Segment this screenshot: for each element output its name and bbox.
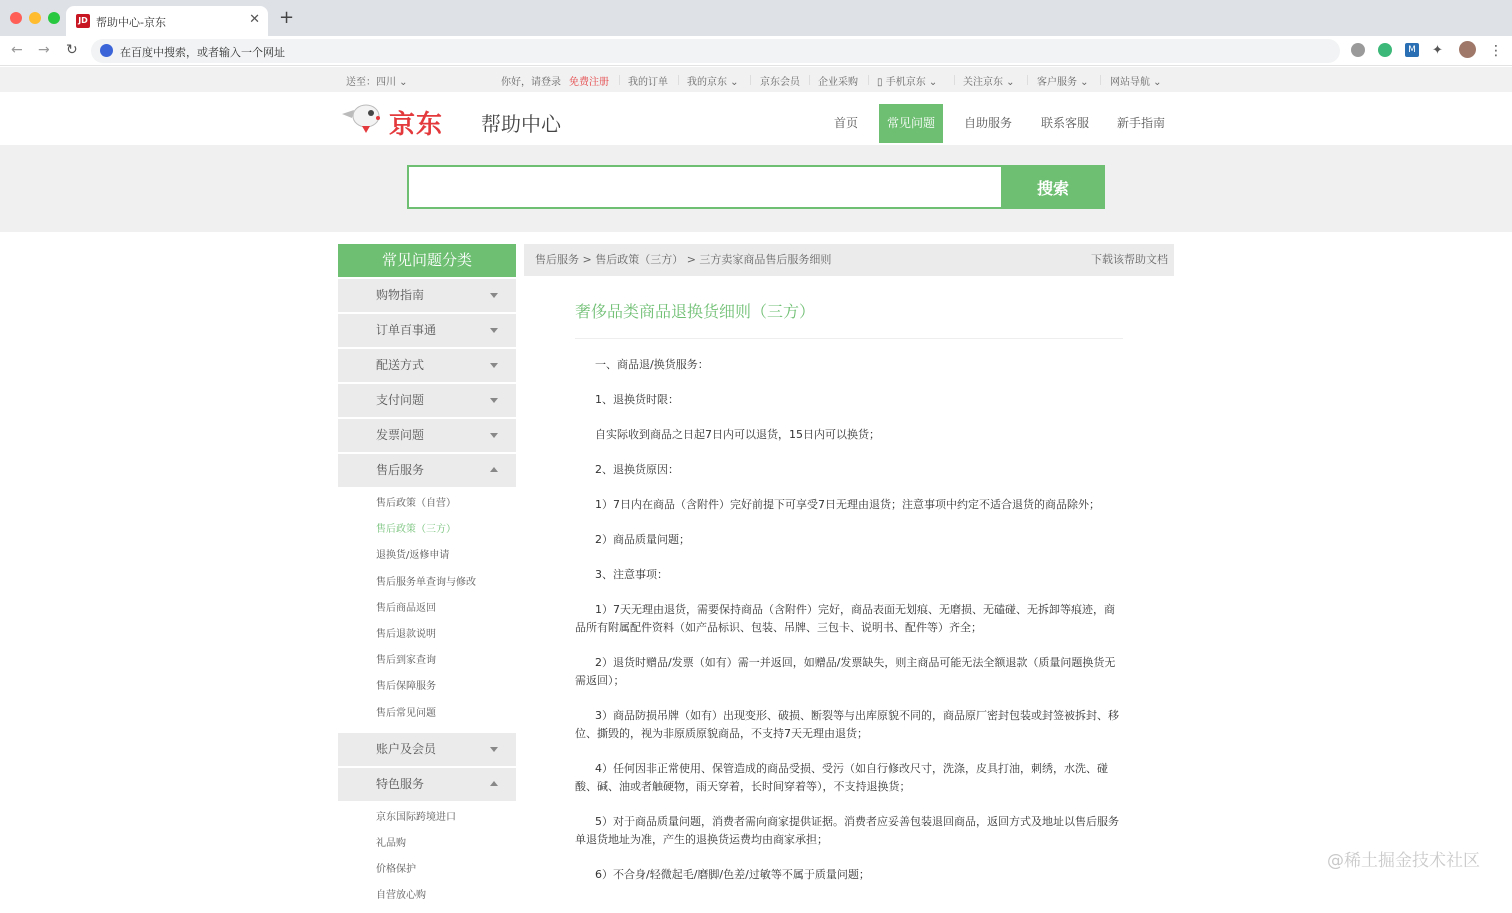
caret-down-icon	[490, 433, 498, 438]
sidebar-sub-item[interactable]: 售后服务单查询与修改	[376, 576, 476, 588]
tab-title: 帮助中心-京东	[96, 16, 166, 29]
location-selector[interactable]: 送至：四川 ⌄	[346, 77, 408, 88]
sidebar-cat-label: 支付问题	[376, 393, 425, 407]
browser-tab-bar	[0, 0, 1512, 36]
my-jd-label: 我的京东	[687, 77, 727, 88]
divider	[809, 75, 810, 85]
tab-close-icon[interactable]: ✕	[249, 12, 260, 27]
caret-up-icon	[490, 467, 498, 472]
sidebar-sub-item[interactable]: 售后退款说明	[376, 628, 436, 640]
extension-m-icon[interactable]: M	[1405, 43, 1419, 57]
location-label: 送至：四川	[346, 77, 396, 88]
sidebar-cat-payment[interactable]	[338, 384, 516, 417]
profile-avatar[interactable]	[1459, 41, 1476, 58]
watermark: @稀土掘金技术社区	[1327, 851, 1480, 871]
download-doc-link[interactable]: 下载该帮助文档	[1091, 253, 1168, 266]
help-center-title: 帮助中心	[481, 112, 561, 136]
sidebar-cat-label: 账户及会员	[376, 741, 437, 756]
enterprise-link[interactable]: 企业采购	[818, 77, 858, 88]
baidu-search-icon	[100, 44, 113, 57]
faq-category-sidebar	[338, 244, 516, 902]
extension-check-icon[interactable]	[1378, 43, 1392, 57]
browser-tab[interactable]	[66, 6, 268, 36]
maximize-window-button[interactable]	[48, 12, 60, 24]
help-header	[0, 92, 1512, 145]
sidebar-cat-special[interactable]	[338, 768, 516, 801]
sidebar-sub-item[interactable]: 京东国际跨境进口	[376, 811, 456, 823]
follow-jd-menu[interactable]: 关注京东 ⌄	[963, 77, 1015, 88]
article-paragraph: 2、退换货原因：	[595, 463, 679, 476]
sidebar-sub-item[interactable]: 售后商品返回	[376, 602, 436, 614]
divider	[868, 75, 869, 85]
browser-menu-icon[interactable]: ⋮	[1489, 43, 1503, 59]
sidebar-cat-label: 订单百事通	[376, 323, 437, 337]
sidebar-sub-item[interactable]: 售后到家查询	[376, 655, 436, 667]
browser-toolbar	[0, 36, 1512, 66]
my-orders-link[interactable]: 我的订单	[628, 77, 668, 88]
shortcut-bar	[0, 67, 1512, 92]
mobile-jd-menu[interactable]: ▯ 手机京东 ⌄	[877, 77, 938, 88]
minimize-window-button[interactable]	[29, 12, 41, 24]
sidebar-sub-item[interactable]: 售后常见问题	[376, 707, 436, 719]
sidebar-cat-label: 售后服务	[376, 463, 425, 477]
article-paragraph: 5）对于商品质量问题，消费者需向商家提供证据。消费者应妥善包装退回商品，返回方式及地址以售后服务单退货地址为准，产生的退换货运费均由商家承担；	[575, 815, 1119, 846]
jd-member-link[interactable]: 京东会员	[760, 77, 800, 88]
divider	[619, 75, 620, 85]
sidebar-cat-label: 购物指南	[376, 288, 425, 302]
article-paragraph: 1）7日内在商品（含附件）完好前提下可享受7日无理由退货；注意事项中约定不适合退货的商品除外；	[595, 498, 1100, 511]
sidebar-sub-item[interactable]: 售后政策（自营）	[376, 498, 456, 509]
forward-arrow-icon[interactable]: →	[38, 42, 50, 58]
follow-jd-label: 关注京东	[963, 77, 1003, 88]
mobile-jd-label: 手机京东	[885, 77, 926, 88]
caret-down-icon	[490, 328, 498, 333]
article-paragraph: 1、退换货时限：	[595, 393, 679, 406]
article-paragraph: 1）7天无理由退货，需要保持商品（含附件）完好，商品表面无划痕、无磨损、无磕碰、无拆卸等痕迹，商品所有附属配件资料（如产品标识、包装、吊牌、三包卡、说明书、配件等）齐全；	[575, 603, 1115, 634]
search-band	[0, 145, 1512, 232]
extension-globe-icon[interactable]	[1351, 43, 1365, 57]
extensions-puzzle-icon[interactable]: ✦	[1432, 43, 1443, 58]
site-nav-menu[interactable]: 网站导航 ⌄	[1110, 77, 1162, 88]
sidebar-cat-orders[interactable]	[338, 314, 516, 347]
sidebar-sub-item[interactable]: 自营放心购	[376, 890, 426, 902]
search-button[interactable]: 搜索	[1001, 165, 1105, 209]
address-placeholder: 在百度中搜索，或者输入一个网址	[120, 46, 285, 59]
sidebar-sub-item[interactable]: 价格保护	[376, 864, 416, 876]
sidebar-sub-item[interactable]: 礼品购	[376, 837, 406, 849]
jd-dog-logo-icon[interactable]	[340, 98, 385, 134]
divider	[1027, 75, 1028, 85]
sidebar-cat-label: 配送方式	[376, 358, 425, 372]
caret-down-icon	[490, 747, 498, 752]
article-panel	[524, 244, 1174, 893]
sidebar-sub-item[interactable]: 售后保障服务	[376, 681, 436, 693]
sidebar-sub-item[interactable]: 退换货/返修申请	[376, 550, 450, 562]
special-submenu	[338, 801, 516, 913]
login-link[interactable]: 你好，请登录	[501, 77, 561, 88]
breadcrumb-text[interactable]: 售后服务 > 售后政策（三方） > 三方卖家商品售后服务细则	[535, 253, 832, 266]
nav-contact[interactable]: 联系客服	[1040, 116, 1089, 130]
divider	[575, 338, 1123, 339]
sidebar-cat-invoice[interactable]	[338, 419, 516, 452]
after-sale-submenu	[338, 487, 516, 731]
register-link[interactable]: 免费注册	[569, 77, 609, 88]
divider	[1100, 75, 1101, 85]
sidebar-cat-delivery[interactable]	[338, 349, 516, 382]
my-jd-menu[interactable]: 我的京东 ⌄	[687, 77, 739, 88]
breadcrumb	[524, 244, 1174, 276]
caret-up-icon	[490, 781, 498, 786]
back-arrow-icon[interactable]: ←	[11, 42, 23, 58]
address-bar[interactable]	[91, 39, 1340, 63]
caret-down-icon	[490, 363, 498, 368]
new-tab-button[interactable]: +	[279, 7, 295, 28]
article-paragraph: 自实际收到商品之日起7日内可以退货，15日内可以换货；	[595, 428, 880, 441]
sidebar-sub-item-active[interactable]: 售后政策（三方）	[376, 524, 456, 536]
sidebar-cat-after-sale[interactable]	[338, 454, 516, 487]
article-paragraph: 3、注意事项：	[595, 568, 668, 581]
divider	[954, 75, 955, 85]
phone-icon: ▯	[877, 77, 883, 88]
sidebar-cat-label: 发票问题	[376, 428, 425, 442]
sidebar-title: 常见问题分类	[338, 244, 516, 277]
article-paragraph: 3）商品防损吊牌（如有）出现变形、破损、断裂等与出库原貌不同的，商品原厂密封包装或封签被拆封、移位、撕毁的，视为非原质原貌商品，不支持7天无理由退货；	[575, 709, 1119, 740]
caret-down-icon	[490, 398, 498, 403]
jd-logo-text[interactable]: 京东	[389, 110, 444, 140]
article-title: 奢侈品类商品退换货细则（三方）	[575, 302, 816, 321]
customer-service-menu[interactable]: 客户服务 ⌄	[1037, 77, 1089, 88]
article-paragraph: 2）退货时赠品/发票（如有）需一并返回，如赠品/发票缺失，则主商品可能无法全额退款（质量问题换货无需返回）；	[575, 656, 1116, 687]
sidebar-cat-account[interactable]	[338, 733, 516, 766]
nav-faq[interactable]: 常见问题	[879, 104, 943, 143]
nav-self-service[interactable]: 自助服务	[963, 116, 1012, 130]
article-paragraph: 6）不合身/轻微起毛/磨脚/色差/过敏等不属于质量问题；	[595, 868, 870, 881]
nav-beginner-guide[interactable]: 新手指南	[1116, 116, 1165, 130]
nav-home[interactable]: 首页	[833, 116, 858, 130]
divider	[750, 75, 751, 85]
reload-icon[interactable]: ↻	[66, 42, 78, 58]
article-paragraph: 2）商品质量问题；	[595, 533, 690, 546]
divider	[678, 75, 679, 85]
article-paragraph: 4）任何因非正常使用、保管造成的商品受损、受污（如自行修改尺寸，洗涤，皮具打油，刺绣，水洗、碰酸、碱、油或者触硬物，雨天穿着，长时间穿着等），不支持退换货；	[575, 762, 1108, 793]
close-window-button[interactable]	[10, 12, 22, 24]
help-search-input[interactable]	[407, 165, 1003, 209]
jd-favicon-icon: JD	[76, 14, 90, 28]
article-paragraph: 一、商品退/换货服务：	[595, 358, 709, 371]
sidebar-cat-label: 特色服务	[376, 776, 425, 791]
caret-down-icon	[490, 293, 498, 298]
article-body	[575, 356, 1125, 901]
site-nav-label: 网站导航	[1110, 77, 1150, 88]
sidebar-cat-shopping-guide[interactable]	[338, 279, 516, 312]
customer-service-label: 客户服务	[1037, 77, 1077, 88]
